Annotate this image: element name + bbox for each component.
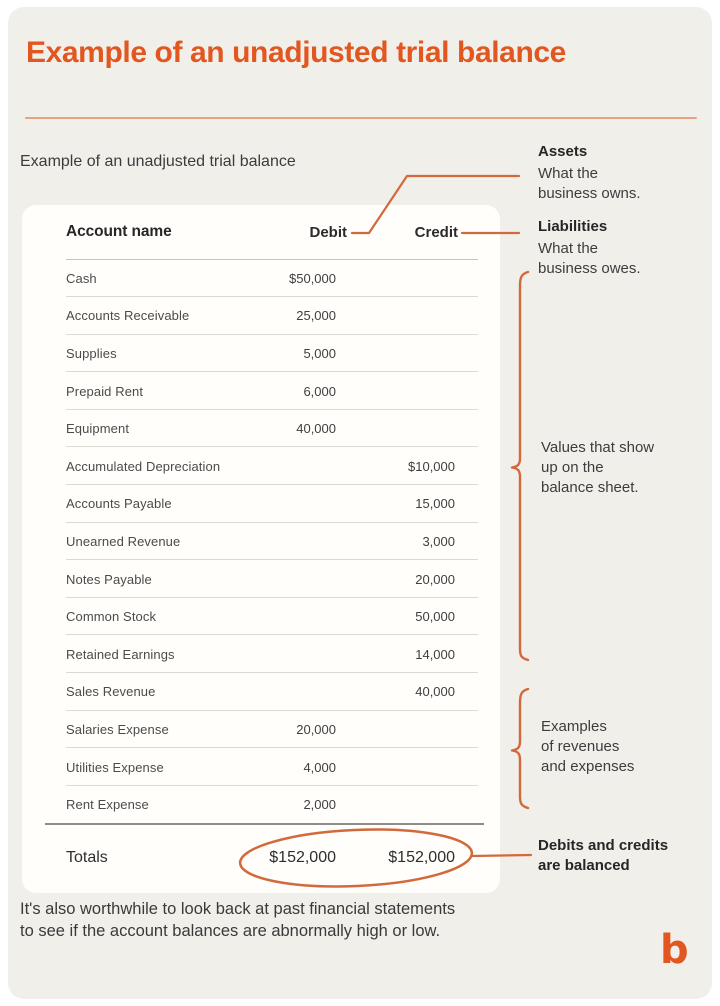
assets-note-line2: business owns. <box>538 185 641 202</box>
table-body <box>22 260 500 824</box>
credit-cell: 3,000 <box>422 533 455 549</box>
account-name-cell: Cash <box>66 270 97 286</box>
table-row <box>22 786 500 824</box>
account-name-cell: Accumulated Depreciation <box>66 458 221 474</box>
account-name-cell: Notes Payable <box>66 571 152 587</box>
balance-sheet-note <box>541 438 654 498</box>
footer-note-line1: It's also worthwhile to look back at past financial statements <box>20 900 456 918</box>
account-name-cell: Salaries Expense <box>66 721 169 737</box>
credit-cell: 15,000 <box>415 496 455 512</box>
footer-note <box>20 898 455 942</box>
title-divider <box>25 117 697 119</box>
liabilities-note-title: Liabilities <box>538 218 608 235</box>
assets-note-title: Assets <box>538 143 588 160</box>
credit-cell: 40,000 <box>415 684 455 700</box>
account-name-cell: Accounts Receivable <box>66 308 190 324</box>
column-header-credit: Credit <box>414 223 458 241</box>
table-row <box>22 260 500 298</box>
table-caption: Example of an unadjusted trial balance <box>20 153 296 170</box>
account-name-cell: Retained Earnings <box>66 646 175 662</box>
table-row <box>22 335 500 373</box>
trial-balance-card <box>22 205 500 893</box>
table-row <box>22 673 500 711</box>
debit-cell: 5,000 <box>303 345 336 361</box>
table-row <box>22 635 500 673</box>
account-name-cell: Utilities Expense <box>66 759 164 775</box>
liabilities-note-line2: business owes. <box>538 260 641 277</box>
totals-debit-value: $152,000 <box>269 849 336 867</box>
debit-cell: 20,000 <box>296 721 336 737</box>
bench-logo-icon: b <box>660 927 689 973</box>
assets-note <box>538 142 641 204</box>
table-row <box>22 485 500 523</box>
account-name-cell: Common Stock <box>66 609 157 625</box>
balanced-note <box>538 836 668 876</box>
credit-cell: 50,000 <box>415 609 455 625</box>
table-row <box>22 447 500 485</box>
account-name-cell: Accounts Payable <box>66 496 172 512</box>
table-row <box>22 598 500 636</box>
account-name-cell: Equipment <box>66 421 130 437</box>
footer-note-line2: to see if the account balances are abnormally high or low. <box>20 922 441 940</box>
table-header-row <box>22 205 500 260</box>
table-row <box>22 372 500 410</box>
table-row <box>22 748 500 786</box>
debit-cell: $50,000 <box>289 270 336 286</box>
column-header-debit: Debit <box>309 223 347 241</box>
credit-cell: $10,000 <box>408 458 455 474</box>
debit-cell: 6,000 <box>303 383 336 399</box>
credit-cell: 14,000 <box>415 646 455 662</box>
totals-label: Totals <box>66 849 108 867</box>
table-row <box>22 410 500 448</box>
revenues-expenses-note-line2: of revenues <box>541 738 620 755</box>
balanced-note-line1: Debits and credits <box>538 837 669 854</box>
liabilities-note <box>538 217 641 279</box>
credit-cell: 20,000 <box>415 571 455 587</box>
column-header-account-name: Account name <box>66 223 172 241</box>
assets-note-line1: What the <box>538 165 599 182</box>
account-name-cell: Prepaid Rent <box>66 383 144 399</box>
debit-cell: 25,000 <box>296 308 336 324</box>
debit-cell: 40,000 <box>296 421 336 437</box>
debit-cell: 4,000 <box>303 759 336 775</box>
revenues-expenses-note-line3: and expenses <box>541 758 635 775</box>
page-title: Example of an unadjusted trial balance <box>26 36 566 69</box>
account-name-cell: Rent Expense <box>66 797 149 813</box>
table-row <box>22 711 500 749</box>
debit-cell: 2,000 <box>303 797 336 813</box>
totals-credit-value: $152,000 <box>388 849 455 867</box>
balance-sheet-note-line2: up on the <box>541 459 604 476</box>
balanced-note-line2: are balanced <box>538 857 630 874</box>
table-row <box>22 560 500 598</box>
revenues-expenses-note <box>541 717 634 777</box>
account-name-cell: Unearned Revenue <box>66 533 181 549</box>
table-row <box>22 523 500 561</box>
account-name-cell: Supplies <box>66 345 117 361</box>
revenues-expenses-note-line1: Examples <box>541 718 607 735</box>
table-row <box>22 297 500 335</box>
account-name-cell: Sales Revenue <box>66 684 156 700</box>
liabilities-note-line1: What the <box>538 240 599 257</box>
balance-sheet-note-line1: Values that show <box>541 439 655 456</box>
balance-sheet-note-line3: balance sheet. <box>541 479 639 496</box>
totals-row <box>22 823 500 893</box>
